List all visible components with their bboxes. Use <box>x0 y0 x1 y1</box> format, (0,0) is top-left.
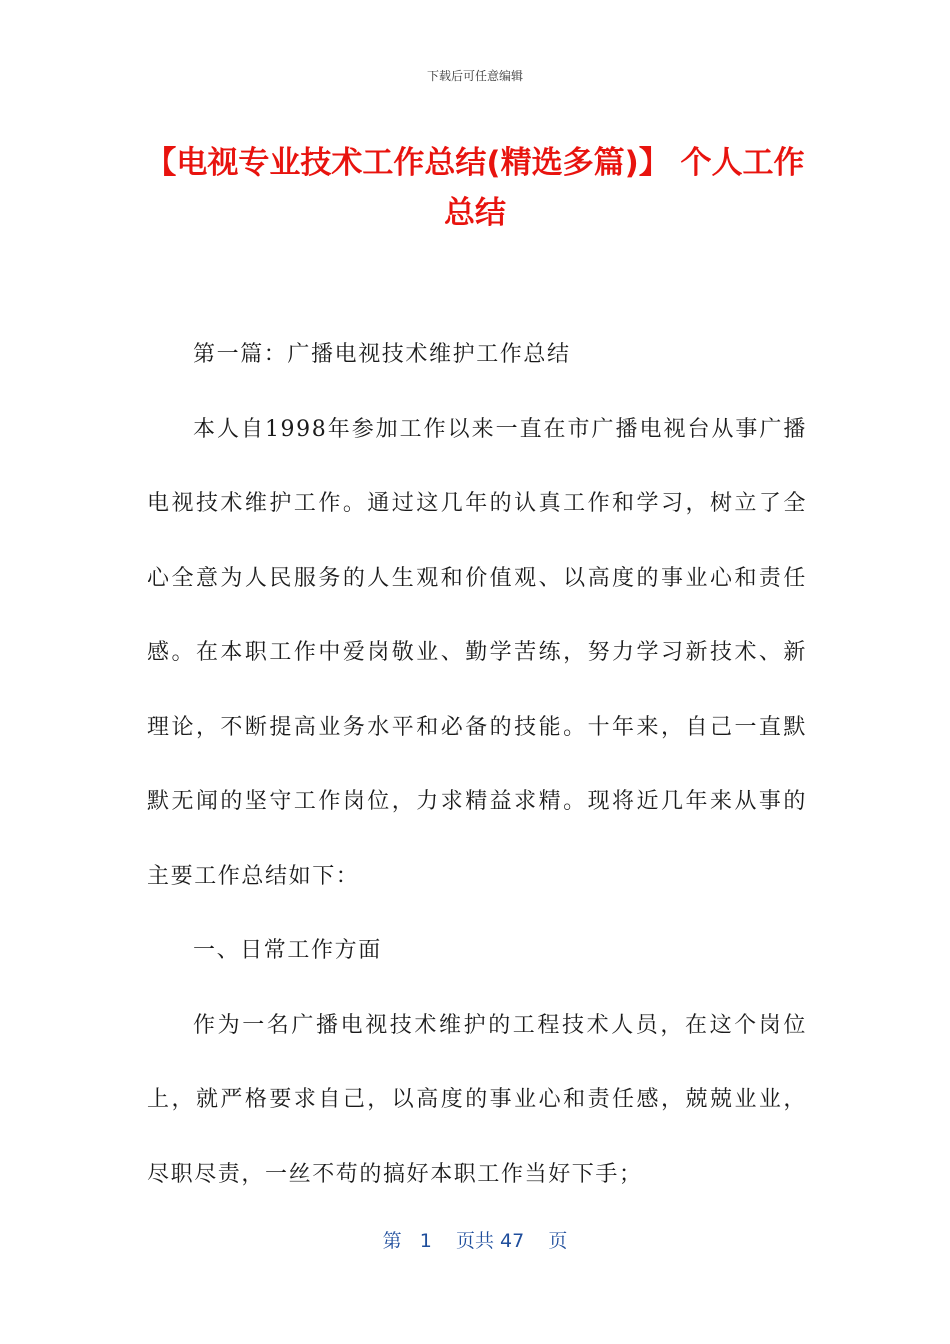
current-page-number: 1 <box>419 1230 432 1252</box>
total-pages-number: 47 <box>500 1230 525 1252</box>
body-paragraph: 作为一名广播电视技术维护的工程技术人员，在这个岗位上，就严格要求自己，以高度的事业心和责任感，兢兢业业，尽职尽责，一丝不苟的搞好本职工作当好下手； <box>147 1012 807 1187</box>
section-heading-first: 第一篇：广播电视技术维护工作总结 <box>193 342 571 367</box>
header-note: 下载后可任意编辑 <box>426 69 523 83</box>
section-heading-daily-work: 一、日常工作方面 <box>193 938 382 963</box>
page-label-middle: 页共 <box>455 1230 494 1252</box>
document-body <box>147 318 807 1212</box>
page-label-prefix: 第 <box>382 1230 402 1252</box>
body-paragraph: 本人自1998年参加工作以来一直在市广播电视台从事广播电视技术维护工作。通过这几年的认真工作和学习，树立了全心全意为人民服务的人生观和价值观、以高度的事业心和责任感。在本职工作中爱岗敬业、勤学苦练，努力学习新技术、新理论，不断提高业务水平和必备的技能。十年来，自己一直默默无闻的坚守工作岗位，力求精益求精。现将近几年来从事的主要工作总结如下： <box>147 416 807 889</box>
page-footer <box>0 1226 950 1253</box>
page-label-suffix: 页 <box>548 1230 568 1252</box>
document-title: 【电视专业技术工作总结(精选多篇)】 个人工作总结 <box>145 145 805 231</box>
